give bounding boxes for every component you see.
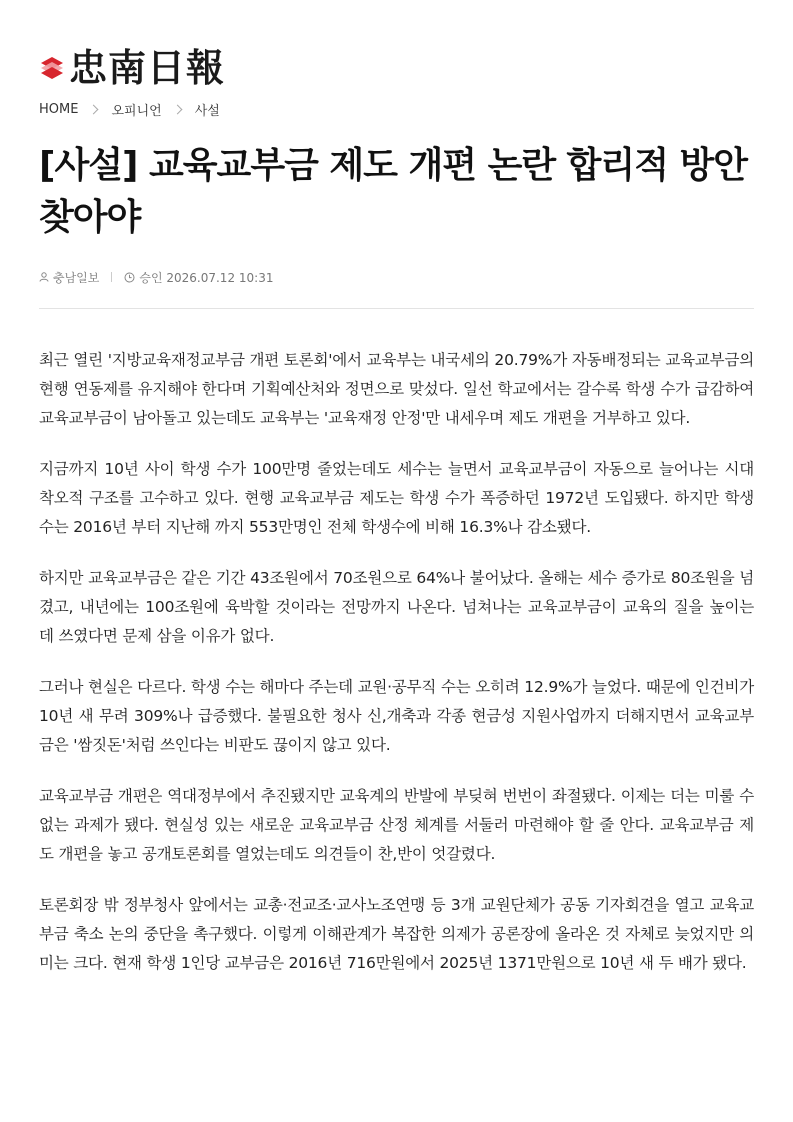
newspaper-logo-icon <box>39 53 65 83</box>
chevron-right-icon <box>89 104 99 114</box>
article-title: [사설] 교육교부금 제도 개편 논란 합리적 방안 찾아야 <box>39 145 748 238</box>
person-icon <box>39 272 49 282</box>
meta-divider <box>111 272 112 282</box>
breadcrumb-section[interactable]: 오피니언 <box>111 103 162 119</box>
article-date: 승인 2026.07.12 10:31 <box>139 270 274 285</box>
site-logo[interactable] <box>39 44 225 92</box>
breadcrumb <box>39 100 220 118</box>
chevron-right-icon <box>172 104 182 114</box>
header-divider <box>39 308 754 309</box>
article-body <box>39 346 754 1000</box>
clock-icon <box>124 272 135 283</box>
article-paragraph: 최근 열린 '지방교육재정교부금 개편 토론회'에서 교육부는 내국세의 20.79%가 자동배정되는 교육교부금의 현행 연동제를 유지해야 한다며 기획예산처와 정면으로 맞섰다. 일선 학교에서는 갈수록 학생 수가 급감하여 교육교부금이 남아돌고 있는데도 교육부는 '교육재정 안정'만 내세우며 제도 개편을 거부하고 있다. <box>39 351 754 427</box>
site-logo-text: 忠南日報 <box>69 45 226 90</box>
article-paragraph: 그러나 현실은 다르다. 학생 수는 해마다 주는데 교원·공무직 수는 오히려 12.9%가 늘었다. 때문에 인건비가 10년 새 무려 309%나 급증했다. 불필요한 청사 신,개축과 각종 현금성 지원사업까지 더해지면서 교육교부금은 '쌈짓돈'처럼 쓰인다는 비판도 끊이지 않고 있다. <box>39 678 754 754</box>
breadcrumb-home[interactable]: HOME <box>39 101 79 117</box>
article-paragraph: 지금까지 10년 사이 학생 수가 100만명 줄었는데도 세수는 늘면서 교육교부금이 자동으로 늘어나는 시대 착오적 구조를 고수하고 있다. 현행 교육교부금 제도는 학생 수가 폭증하던 1972년 도입됐다. 하지만 학생 수는 2016년 부터 지난해 까지 553만명인 전체 학생수에 비해 16.3%나 감소됐다. <box>39 460 754 536</box>
article-paragraph: 교육교부금 개편은 역대정부에서 추진됐지만 교육계의 반발에 부딪혀 번번이 좌절됐다. 이제는 더는 미룰 수 없는 과제가 됐다. 현실성 있는 새로운 교육교부금 산정 체계를 서둘러 마련해야 할 줄 안다. 교육교부금 제도 개편을 놓고 공개토론회를 열었는데도 의견들이 찬,반이 엇갈렸다. <box>39 787 754 863</box>
article-meta <box>39 268 273 286</box>
article-paragraph: 하지만 교육교부금은 같은 기간 43조원에서 70조원으로 64%나 불어났다. 올해는 세수 증가로 80조원을 넘겼고, 내년에는 100조원에 육박할 것이라는 전망까지 나온다. 넘쳐나는 교육교부금이 교육의 질을 높이는 데 쓰였다면 문제 삼을 이유가 없다. <box>39 569 754 645</box>
article-paragraph: 토론회장 밖 정부청사 앞에서는 교총·전교조·교사노조연맹 등 3개 교원단체가 공동 기자회견을 열고 교육교부금 축소 논의 중단을 촉구했다. 이렇게 이해관계가 복잡한 의제가 공론장에 올라온 것 자체로 늦었지만 의미는 크다. 현재 학생 1인당 교부금은 2016년 716만원에서 2025년 1371만원으로 10년 새 두 배가 됐다. <box>39 896 754 972</box>
article-author: 충남일보 <box>53 270 100 285</box>
breadcrumb-subsection[interactable]: 사설 <box>194 103 220 119</box>
